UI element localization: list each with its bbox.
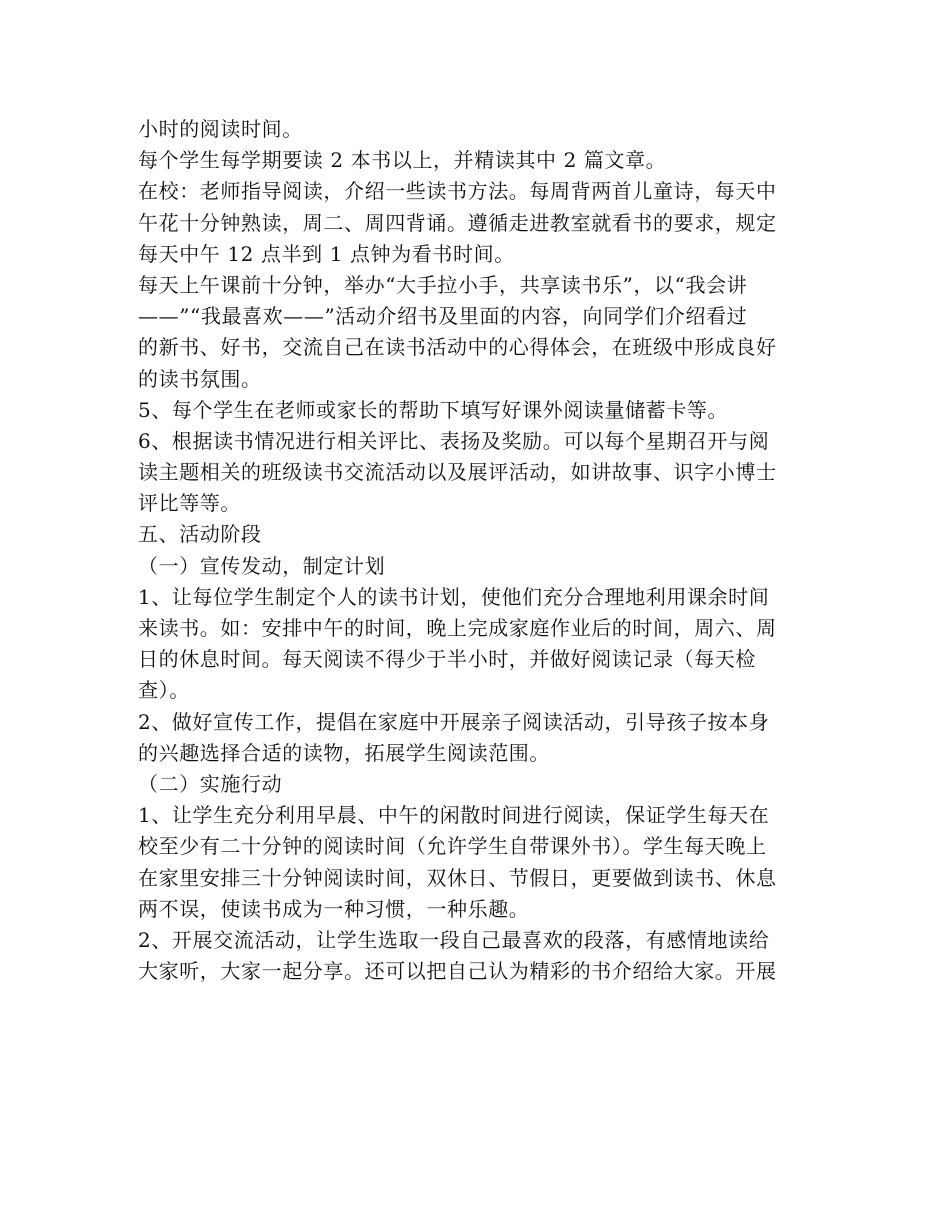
text-line: 每个学生每学期要读 2 本书以上，并精读其中 2 篇文章。	[138, 148, 667, 173]
text-line: 的兴趣选择合适的读物，拓展学生阅读范围。	[138, 740, 550, 765]
text-line: ——”“我最喜欢——”活动介绍书及里面的内容，向同学们介绍看过	[138, 304, 748, 329]
text-line: 评比等等。	[138, 491, 241, 516]
text-line: 在家里安排三十分钟阅读时间，双休日、节假日，更要做到读书、休息	[138, 865, 777, 890]
section-heading: 五、活动阶段	[138, 522, 262, 547]
text-line: 在校：老师指导阅读，介绍一些读书方法。每周背两首儿童诗，每天中	[138, 179, 777, 204]
subsection-heading: （二）实施行动	[138, 771, 283, 796]
text-line: 5、每个学生在老师或家长的帮助下填写好课外阅读量储蓄卡等。	[138, 397, 729, 422]
text-line: 大家听，大家一起分享。还可以把自己认为精彩的书介绍给大家。开展	[138, 959, 777, 984]
text-line: 两不误，使读书成为一种习惯，一种乐趣。	[138, 896, 530, 921]
text-line: 读主题相关的班级读书交流活动以及展评活动，如讲故事、识字小博士	[138, 460, 777, 485]
text-line: 小时的阅读时间。	[138, 117, 303, 141]
text-line: 2、做好宣传工作，提倡在家庭中开展亲子阅读活动，引导孩子按本身	[138, 709, 770, 734]
subsection-heading: （一）宣传发动，制定计划	[138, 553, 386, 578]
text-line: 日的休息时间。每天阅读不得少于半小时，并做好阅读记录（每天检	[138, 647, 756, 672]
text-line: 6、根据读书情况进行相关评比、表扬及奖励。可以每个星期召开与阅	[138, 428, 770, 453]
document-body	[138, 114, 818, 987]
text-line: 1、让学生充分利用早晨、中午的闲散时间进行阅读，保证学生每天在	[138, 803, 770, 828]
text-line: 的新书、好书，交流自己在读书活动中的心得体会，在班级中形成良好	[138, 335, 777, 360]
text-line: 的读书氛围。	[138, 366, 262, 391]
text-line: 每天上午课前十分钟，举办“大手拉小手，共享读书乐”，以“我会讲	[138, 272, 748, 297]
text-line: 来读书。如：安排中午的时间，晚上完成家庭作业后的时间，周六、周	[138, 616, 777, 640]
text-line: 1、让每位学生制定个人的读书计划，使他们充分合理地利用课余时间	[138, 584, 770, 609]
text-line: 每天中午 12 点半到 1 点钟为看书时间。	[138, 241, 515, 266]
text-line: 午花十分钟熟读，周二、周四背诵。遵循走进教室就看书的要求，规定	[138, 210, 777, 235]
text-line: 2、开展交流活动，让学生选取一段自己最喜欢的段落，有感情地读给	[138, 927, 770, 952]
text-line: 校至少有二十分钟的阅读时间（允许学生自带课外书）。学生每天晚上	[138, 834, 767, 859]
text-line: 查）。	[138, 678, 190, 703]
